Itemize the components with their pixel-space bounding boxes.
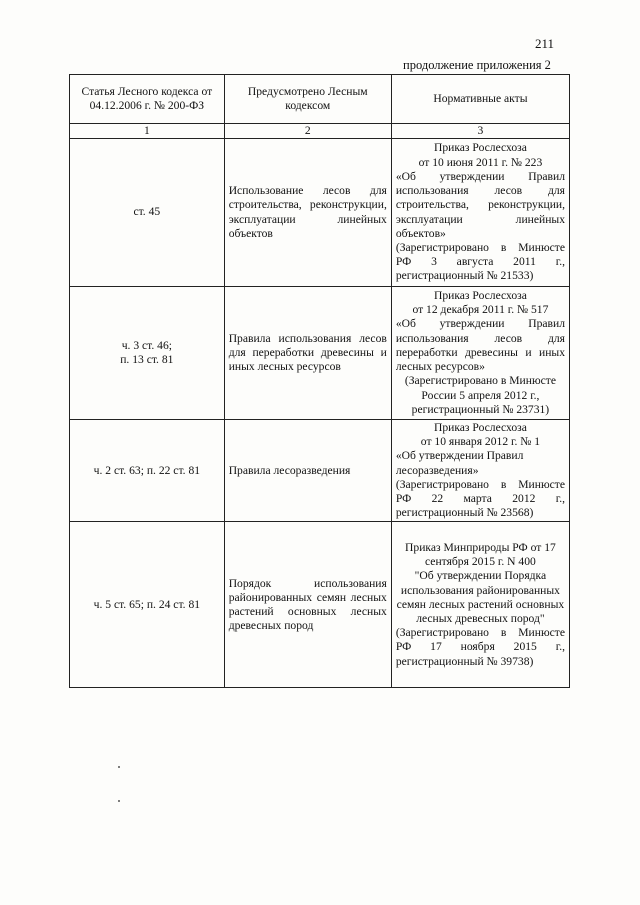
column-number: 1 [70,124,225,139]
article-line: п. 13 ст. 81 [120,353,174,366]
act-name: "Об утверждении Порядка использования районированных семян лесных растений основных лесных древесных пород" [396,569,565,626]
act-name: «Об утверждении Правил использования лесов для строительства, реконструкции, эксплуатации линейных объектов» [395,169,565,240]
column-number: 3 [391,124,569,139]
table-row [70,287,570,420]
provision-cell: Правила использования лесов для переработки древесины и иных лесных ресурсов [224,287,391,420]
act-name: «Об утверждении Правил лесоразведения» [395,449,524,477]
act-cell [391,139,569,287]
article-line: ч. 3 ст. 46; [121,338,172,352]
act-title: Приказ Рослесхоза [433,141,527,155]
provision-cell: Порядок использования районированных семян лесных растений основных лесных древесных пород [224,522,391,688]
scan-speck [118,766,120,768]
column-number-row [70,124,570,139]
article-cell: ч. 5 ст. 65; п. 24 ст. 81 [70,522,225,688]
act-date: от 10 января 2012 г. № 1 [420,435,541,449]
provision-cell: Правила лесоразведения [224,420,391,522]
article-cell [70,287,225,420]
act-registration: (Зарегистрировано в Минюсте РФ 22 марта 2012 г., регистрационный № 23568) [395,477,565,520]
continuation-label: продолжение приложения 2 [403,58,551,72]
article-cell: ч. 2 ст. 63; п. 22 ст. 81 [70,420,225,522]
act-date: от 10 июня 2011 г. № 223 [418,155,543,169]
normative-acts-table [69,74,570,688]
article-cell: ст. 45 [70,139,225,287]
act-title: Приказ Минприроды РФ от 17 сентября 2015 г. N 400 [405,541,556,569]
table-row [70,420,570,522]
page-number: 211 [535,36,555,51]
act-registration: (Зарегистрировано в Минюсте РФ 17 ноября 2015 г., регистрационный № 39738) [395,626,565,668]
act-cell [391,287,569,420]
table-header-row [70,75,570,124]
act-cell [391,522,569,688]
act-name: «Об утверждении Правил использования лесов для переработки древесины и иных лесных ресурсов» [395,317,565,374]
header-provision: Предусмотрено Лесным кодексом [224,75,391,124]
table-row [70,522,570,688]
table-row [70,139,570,287]
act-title: Приказ Рослесхоза [433,289,527,303]
act-registration: (Зарегистрировано в Минюсте РФ 3 августа 2011 г., регистрационный № 21533) [395,240,565,283]
act-date: от 12 декабря 2011 г. № 517 [412,303,549,317]
act-registration: (Зарегистрировано в Минюсте России 5 апреля 2012 г., регистрационный № 23731) [404,374,556,416]
header-normative-acts: Нормативные акты [391,75,569,124]
act-cell [391,420,569,522]
header-article: Статья Лесного кодекса от 04.12.2006 г. № 200-ФЗ [70,75,225,124]
act-title: Приказ Рослесхоза [433,421,527,434]
provision-cell: Использование лесов для строительства, реконструкции, эксплуатации линейных объектов [224,139,391,287]
scan-speck [118,800,120,802]
column-number: 2 [224,124,391,139]
